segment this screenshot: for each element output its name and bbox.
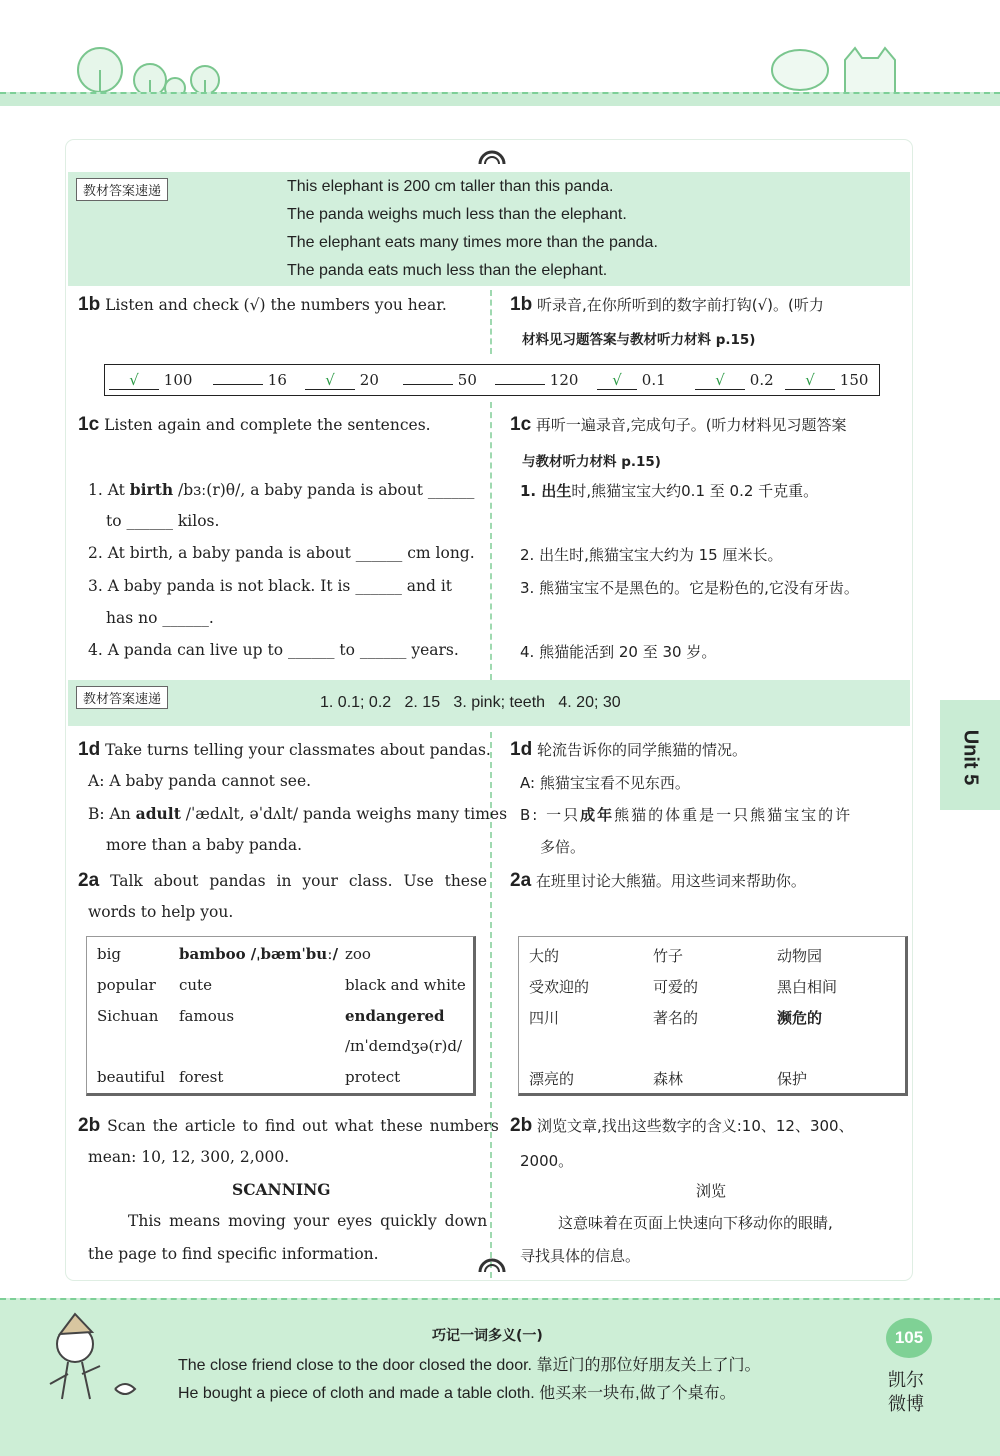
brand-line-1: 凯尔: [888, 1370, 924, 1391]
section-number: 2b: [510, 1115, 533, 1136]
number: 100: [163, 371, 193, 389]
answer-line: The elephant eats many times more than the panda.: [287, 234, 658, 251]
zh-sentence-1: [520, 480, 818, 501]
section-2b-en: [78, 1115, 499, 1137]
word: cute: [179, 976, 212, 994]
instruction: Talk about pandas in your class. Use these: [110, 872, 488, 890]
bold-word: birth: [129, 480, 174, 499]
answer-line: 1. 0.1; 0.2 2. 15 3. pink; teeth 4. 20; 30: [320, 694, 621, 711]
check-blank: √: [109, 371, 159, 390]
section-number: 1b: [510, 294, 533, 315]
number: 20: [359, 371, 379, 389]
instruction: Listen and check (√) the numbers you hear.: [105, 296, 447, 314]
phonetic: /ɪnˈdeɪndʒə(r)d/: [345, 1037, 463, 1055]
word-zh: 大的: [529, 947, 560, 965]
section-1b-zh: [510, 294, 824, 316]
number-item: [695, 371, 774, 390]
scanning-body: This means moving your eyes quickly down: [128, 1212, 488, 1230]
dialogue-b: [88, 804, 507, 823]
scanning-body-zh-cont: 寻找具体的信息。: [520, 1247, 641, 1265]
word: forest: [179, 1068, 224, 1086]
section-number: 1b: [78, 294, 101, 315]
word-zh: 濒危的: [777, 1009, 823, 1027]
number-item: [213, 371, 287, 389]
instruction-zh-cont: 2000。: [520, 1152, 574, 1170]
number: 120: [549, 371, 579, 389]
word-zh: 受欢迎的: [529, 978, 590, 996]
dialogue-text: 熊猫的体重是一只熊猫宝宝的许: [614, 806, 853, 824]
word-zh: 漂亮的: [529, 1070, 575, 1088]
word-zh: 森林: [653, 1070, 684, 1088]
word-zh: 可爱的: [653, 978, 699, 996]
number-check-box: [104, 364, 880, 396]
unit-label: Unit 5: [959, 729, 982, 786]
page-number: 105: [886, 1318, 932, 1358]
section-number: 1d: [510, 739, 533, 760]
word: bamboo /ˌbæmˈbuː/: [179, 945, 339, 963]
section-number: 1d: [78, 739, 101, 760]
footer-band: [0, 1298, 1000, 1456]
dialogue-text: /ˈædʌlt, əˈdʌlt/ panda weighs many times: [180, 805, 508, 823]
bold-word: 1. 出生: [520, 482, 572, 500]
word-zh: 竹子: [653, 947, 684, 965]
word: famous: [179, 1007, 235, 1025]
zh-dialogue-a: A: 熊猫宝宝看不见东西。: [520, 774, 690, 792]
dialogue-text: B: 一只: [520, 806, 581, 824]
check-blank: [495, 384, 545, 385]
scanning-heading-zh: 浏览: [696, 1182, 727, 1200]
brand-line-2: 微博: [888, 1394, 924, 1415]
number-item: [495, 371, 578, 389]
instruction: Take turns telling your classmates about pandas.: [105, 741, 491, 759]
instruction-zh: 浏览文章,找出这些数字的含义:10、12、300、: [536, 1117, 854, 1135]
word-zh: 动物园: [777, 947, 823, 965]
section-number: 1c: [510, 414, 532, 435]
instruction-zh: 听录音,在你所听到的数字前打钩(√)。(听力: [536, 296, 824, 314]
check-blank: [213, 384, 263, 385]
section-1b-en: [78, 294, 447, 316]
section-1c-en: [78, 414, 431, 436]
number: 0.2: [749, 371, 774, 389]
sentence-3: 3. A baby panda is not black. It is ______ and it: [88, 577, 453, 595]
word-zh: 保护: [777, 1070, 808, 1088]
number: 150: [839, 371, 869, 389]
sentence-1: [88, 480, 474, 499]
word-zh: 黑白相间: [777, 978, 838, 996]
section-number: 2b: [78, 1115, 101, 1136]
check-blank: √: [695, 371, 745, 390]
instruction-zh: 轮流告诉你的同学熊猫的情况。: [536, 741, 747, 759]
answer-tag: 教材答案速递: [76, 178, 168, 201]
word: big: [97, 945, 122, 963]
sentence-1-cont: to ______ kilos.: [106, 512, 220, 530]
number-item: [597, 371, 666, 390]
instruction-cont: words to help you.: [88, 903, 234, 921]
section-number: 1c: [78, 414, 100, 435]
kid-doodle-icon: [30, 1304, 150, 1414]
answer-line: The panda eats much less than the elephant.: [287, 262, 608, 279]
number-item: [305, 371, 379, 390]
answer-tag: 教材答案速递: [76, 686, 168, 709]
number-item: [109, 371, 192, 390]
sentence-text: 时,熊猫宝宝大约0.1 至 0.2 千克重。: [571, 482, 819, 500]
section-1c-zh: [510, 414, 847, 436]
dialogue-text: B: An: [88, 805, 136, 823]
instruction-zh: 在班里讨论大熊猫。用这些词来帮助你。: [535, 872, 806, 890]
section-2a-zh: [510, 870, 806, 892]
word: zoo: [345, 945, 371, 963]
sentence-text: 1. At: [88, 481, 130, 499]
number: 50: [457, 371, 477, 389]
answer-line: The panda weighs much less than the elephant.: [287, 206, 627, 223]
word-zh: 四川: [529, 1009, 560, 1027]
section-1d-en: [78, 739, 491, 761]
answer-line: This elephant is 200 cm taller than this panda.: [287, 178, 614, 195]
footer-title: 巧记一词多义(一): [432, 1328, 543, 1344]
zh-dialogue-b-cont: 多倍。: [540, 838, 586, 856]
section-number: 2a: [78, 870, 100, 891]
check-blank: √: [597, 371, 637, 390]
scanning-body-zh: 这意味着在页面上快速向下移动你的眼睛,: [558, 1214, 833, 1232]
bold-word: adult: [135, 804, 181, 823]
check-blank: √: [785, 371, 835, 390]
section-number: 2a: [510, 870, 532, 891]
dialogue-a: A: A baby panda cannot see.: [88, 772, 312, 790]
bold-word: 成年: [580, 806, 615, 824]
column-divider: [490, 402, 492, 680]
instruction-zh-cont: 材料见习题答案与教材听力材料 p.15): [522, 332, 756, 348]
instruction: Scan the article to find out what these numbers: [107, 1117, 499, 1135]
dialogue-b-cont: more than a baby panda.: [106, 836, 303, 854]
column-divider: [490, 290, 492, 354]
section-2b-zh: [510, 1115, 854, 1137]
number-item: [785, 371, 868, 390]
number-item: [403, 371, 477, 389]
sentence-text: /bɜː(r)θ/, a baby panda is about ______: [173, 481, 475, 499]
word: black and white: [345, 976, 466, 994]
headphone-icon: [476, 144, 508, 166]
headphone-icon: [476, 1252, 508, 1274]
number: 0.1: [641, 371, 666, 389]
sentence-3-cont: has no ______.: [106, 609, 214, 627]
number: 16: [267, 371, 287, 389]
word-box-zh: [518, 936, 908, 1096]
sentence-2: 2. At birth, a baby panda is about ______ cm long.: [88, 544, 475, 562]
word: Sichuan: [97, 1007, 159, 1025]
instruction-cont: mean: 10, 12, 300, 2,000.: [88, 1148, 290, 1166]
word-zh: 著名的: [653, 1009, 699, 1027]
section-2a-en: [78, 870, 487, 892]
check-blank: √: [305, 371, 355, 390]
check-blank: [403, 384, 453, 385]
scanning-heading: SCANNING: [232, 1180, 331, 1199]
top-band: [0, 92, 1000, 106]
zh-sentence-2: 2. 出生时,熊猫宝宝大约为 15 厘米长。: [520, 546, 783, 564]
instruction-zh-cont: 与教材听力材料 p.15): [522, 454, 661, 470]
zh-dialogue-b: [520, 804, 852, 825]
word-box-en: [86, 936, 476, 1096]
zh-sentence-4: 4. 熊猫能活到 20 至 30 岁。: [520, 643, 717, 661]
word: protect: [345, 1068, 401, 1086]
footer-line-2: He bought a piece of cloth and made a table cloth. 他买来一块布,做了个桌布。: [178, 1385, 736, 1402]
word: beautiful: [97, 1068, 165, 1086]
sentence-4: 4. A panda can live up to ______ to ______ years.: [88, 641, 459, 659]
zh-sentence-3: 3. 熊猫宝宝不是黑色的。它是粉色的,它没有牙齿。: [520, 579, 859, 597]
word: popular: [97, 976, 156, 994]
instruction-zh: 再听一遍录音,完成句子。(听力材料见习题答案: [535, 416, 847, 434]
instruction: Listen again and complete the sentences.: [104, 416, 431, 434]
section-1d-zh: [510, 739, 747, 761]
scanning-body-cont: the page to find specific information.: [88, 1245, 379, 1263]
footer-line-1: The close friend close to the door closed the door. 靠近门的那位好朋友关上了门。: [178, 1357, 761, 1374]
word: endangered: [345, 1007, 445, 1025]
unit-tab: [940, 700, 1000, 810]
